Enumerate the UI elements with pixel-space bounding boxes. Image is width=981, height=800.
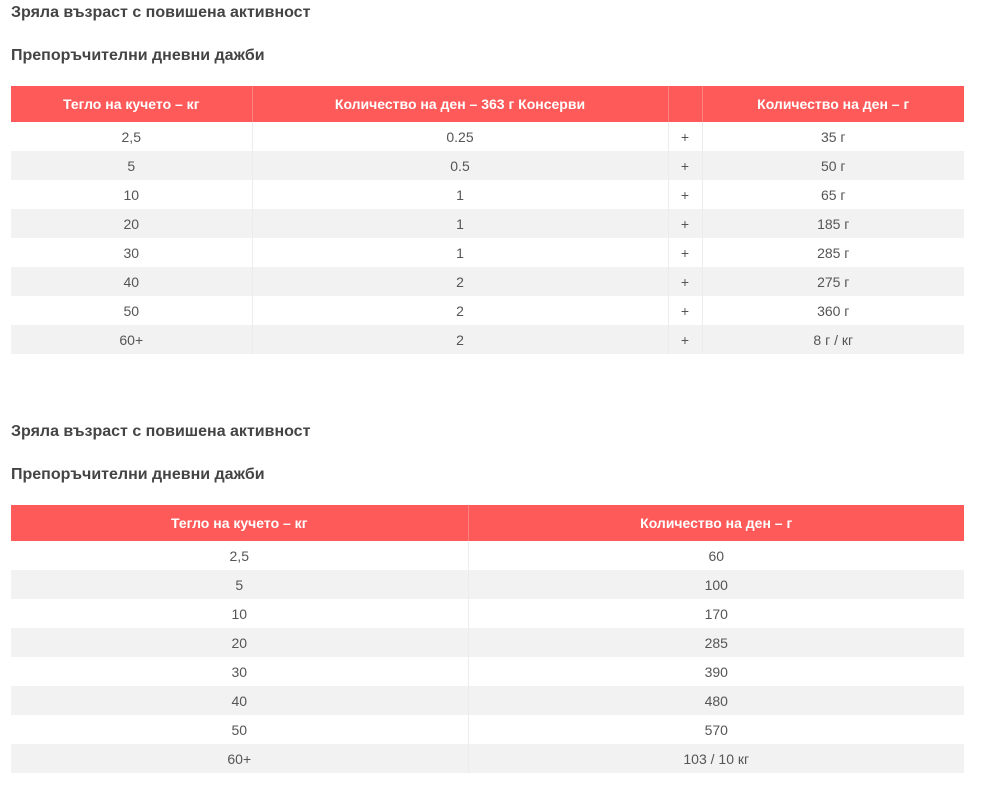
cell-weight: 50 [11, 715, 468, 744]
cell-canned: 2 [252, 267, 668, 296]
cell-weight: 2,5 [11, 541, 468, 570]
cell-weight: 10 [11, 180, 252, 209]
cell-weight: 20 [11, 628, 468, 657]
cell-weight: 30 [11, 238, 252, 267]
table-row [11, 686, 964, 715]
section-title: Зряла възраст с повишена активност [11, 4, 311, 21]
column-header-grams: Количество на ден – г [702, 86, 964, 122]
cell-weight: 60+ [11, 744, 468, 773]
cell-grams: 360 г [702, 296, 964, 325]
cell-canned: 0.5 [252, 151, 668, 180]
cell-grams: 275 г [702, 267, 964, 296]
cell-canned: 2 [252, 325, 668, 354]
table-row [11, 122, 964, 151]
table-row [11, 267, 964, 296]
cell-weight: 5 [11, 570, 468, 599]
cell-plus: + [668, 122, 702, 151]
cell-weight: 5 [11, 151, 252, 180]
cell-grams: 65 г [702, 180, 964, 209]
column-header-grams: Количество на ден – г [468, 505, 964, 541]
column-header-plus [668, 86, 702, 122]
cell-grams: 285 г [702, 238, 964, 267]
cell-canned: 1 [252, 238, 668, 267]
cell-weight: 20 [11, 209, 252, 238]
cell-grams: 480 [468, 686, 964, 715]
table-header-row [11, 505, 964, 541]
table-row [11, 570, 964, 599]
cell-plus: + [668, 325, 702, 354]
column-header-weight: Тегло на кучето – кг [11, 86, 252, 122]
table-row [11, 599, 964, 628]
table-row [11, 238, 964, 267]
cell-grams: 103 / 10 кг [468, 744, 964, 773]
cell-weight: 10 [11, 599, 468, 628]
cell-grams: 60 [468, 541, 964, 570]
cell-grams: 570 [468, 715, 964, 744]
cell-plus: + [668, 209, 702, 238]
table-row [11, 657, 964, 686]
cell-weight: 60+ [11, 325, 252, 354]
section-title: Зряла възраст с повишена активност [11, 423, 311, 440]
cell-grams: 285 [468, 628, 964, 657]
table-row [11, 744, 964, 773]
cell-canned: 0.25 [252, 122, 668, 151]
table-row [11, 296, 964, 325]
cell-grams: 100 [468, 570, 964, 599]
cell-plus: + [668, 180, 702, 209]
column-header-weight: Тегло на кучето – кг [11, 505, 468, 541]
cell-canned: 2 [252, 296, 668, 325]
cell-grams: 35 г [702, 122, 964, 151]
cell-grams: 170 [468, 599, 964, 628]
column-header-canned: Количество на ден – 363 г Консерви [252, 86, 668, 122]
cell-weight: 2,5 [11, 122, 252, 151]
table-row [11, 209, 964, 238]
cell-canned: 1 [252, 180, 668, 209]
cell-plus: + [668, 296, 702, 325]
cell-plus: + [668, 267, 702, 296]
cell-canned: 1 [252, 209, 668, 238]
cell-weight: 40 [11, 267, 252, 296]
cell-weight: 50 [11, 296, 252, 325]
cell-grams: 390 [468, 657, 964, 686]
table-header-row [11, 86, 964, 122]
cell-weight: 30 [11, 657, 468, 686]
table-row [11, 325, 964, 354]
cell-grams: 185 г [702, 209, 964, 238]
cell-plus: + [668, 151, 702, 180]
table-row [11, 541, 964, 570]
section-subtitle: Препоръчителни дневни дажби [11, 47, 265, 64]
table-row [11, 180, 964, 209]
cell-grams: 50 г [702, 151, 964, 180]
feeding-table-dry [11, 505, 964, 773]
cell-plus: + [668, 238, 702, 267]
feeding-table-canned [11, 86, 964, 354]
cell-weight: 40 [11, 686, 468, 715]
section-subtitle: Препоръчителни дневни дажби [11, 466, 265, 483]
table-row [11, 628, 964, 657]
cell-grams: 8 г / кг [702, 325, 964, 354]
table-row [11, 151, 964, 180]
table-row [11, 715, 964, 744]
